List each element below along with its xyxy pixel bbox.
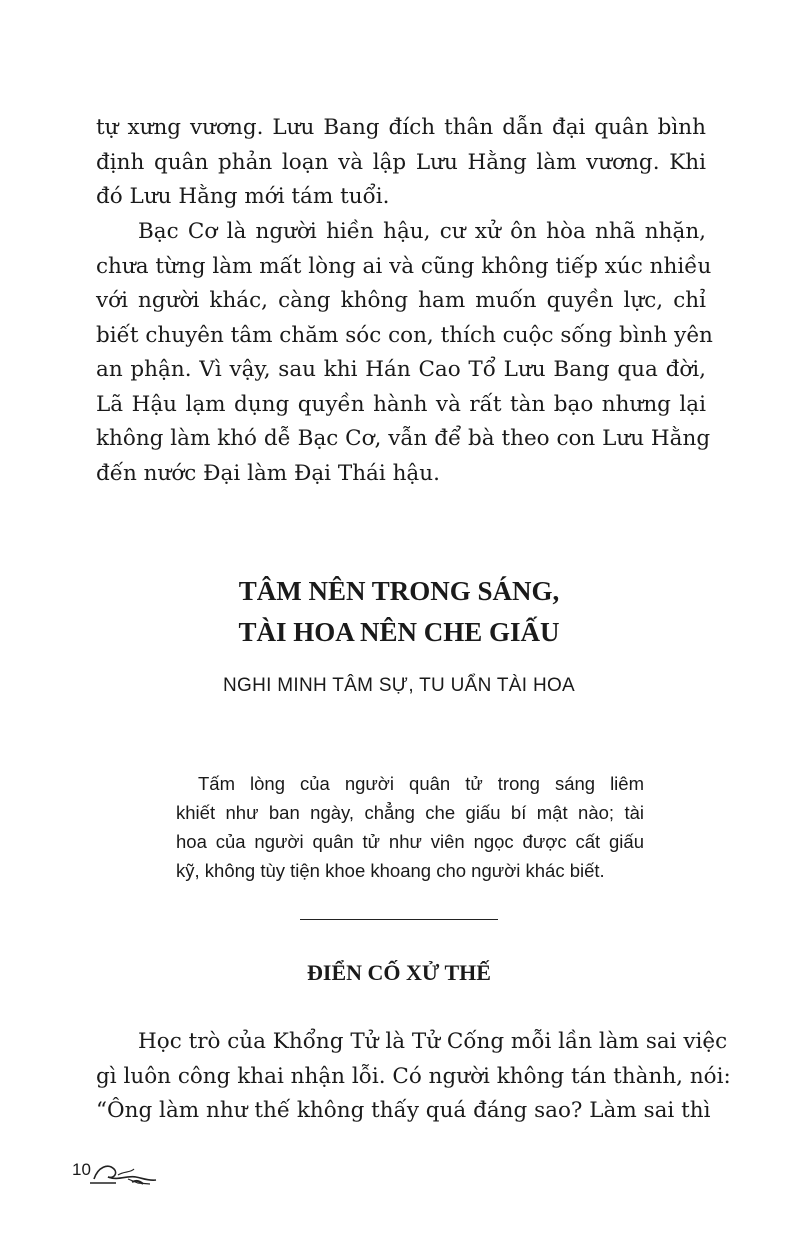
text-line: gì luôn công khai nhận lỗi. Có người không tán thành, nói:	[96, 1063, 731, 1089]
quote-line: hoa của người quân tử như viên ngọc được cất giấu	[176, 831, 644, 852]
text-line: không làm khó dễ Bạc Cơ, vẫn để bà theo con Lưu Hằng	[96, 426, 711, 451]
section-title-line-1: TÂM NÊN TRONG SÁNG,	[238, 576, 560, 606]
section-subtitle: NGHI MINH TÂM SỰ, TU UẨN TÀI HOA	[222, 675, 576, 696]
paragraph-story	[96, 1025, 731, 1129]
section-title-line-2: TÀI HOA NÊN CHE GIẤU	[238, 617, 560, 647]
text-line: đó Lưu Hằng mới tám tuổi.	[96, 184, 390, 209]
paragraph-continuation	[96, 111, 706, 215]
quote-line: khiết như ban ngày, chẳng che giấu bí mật nào; tài	[176, 802, 644, 823]
text-line: Học trò của Khổng Tử là Tử Cống mỗi lần làm sai việc	[138, 1029, 728, 1054]
text-line: với người khác, càng không ham muốn quyền lực, chỉ	[96, 288, 706, 313]
text-line: biết chuyên tâm chăm sóc con, thích cuộc sống bình yên	[96, 322, 713, 348]
section-divider	[300, 919, 498, 920]
text-line: đến nước Đại làm Đại Thái hậu.	[96, 460, 440, 486]
text-line: Lã Hậu lạm dụng quyền hành và rất tàn bạo nhưng lại	[96, 391, 706, 417]
quote-line: kỹ, không tùy tiện khoe khoang cho người khác biết.	[176, 860, 605, 881]
text-line: chưa từng làm mất lòng ai và cũng không tiếp xúc nhiều	[96, 253, 712, 279]
quote-line: Tấm lòng của người quân tử trong sáng liêm	[198, 773, 644, 794]
story-heading: ĐIỂN CỐ XỬ THẾ	[307, 960, 491, 985]
brush-swirl-ornament-icon	[88, 1153, 160, 1187]
text-line: định quân phản loạn và lập Lưu Hằng làm vương. Khi	[96, 149, 706, 175]
page-number: 10	[72, 1160, 91, 1179]
paragraph-bac-co	[96, 215, 713, 491]
quote-block	[176, 769, 644, 885]
text-line: tự xưng vương. Lưu Bang đích thân dẫn đại quân bình	[96, 115, 706, 140]
text-line: “Ông làm như thế không thấy quá đáng sao? Làm sai thì	[96, 1098, 711, 1123]
text-line: an phận. Vì vậy, sau khi Hán Cao Tổ Lưu Bang qua đời,	[96, 357, 706, 382]
text-line: Bạc Cơ là người hiền hậu, cư xử ôn hòa nhã nhặn,	[138, 219, 706, 244]
